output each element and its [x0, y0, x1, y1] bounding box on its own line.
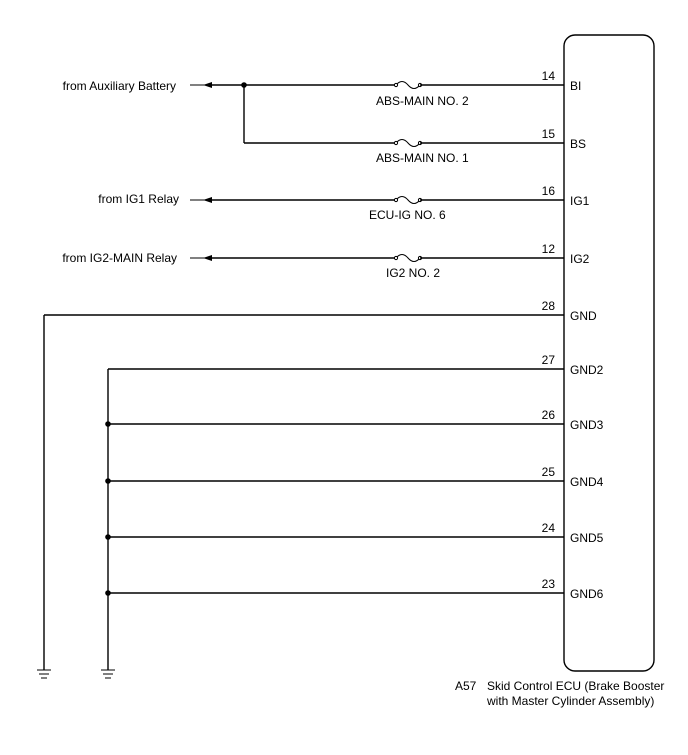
pin-number: 15: [541, 127, 555, 141]
wire-ig2: [212, 255, 564, 262]
pin-number: 26: [541, 408, 555, 422]
arrow-ig2: [190, 255, 212, 261]
pin-name: GND2: [570, 363, 604, 377]
ecu-name-line2: with Master Cylinder Assembly): [487, 694, 655, 708]
arrow-ig1: [190, 197, 212, 203]
wire-gnd-bus: [108, 369, 564, 670]
wire-gnd: [44, 315, 564, 670]
junction-dot: [105, 421, 111, 427]
pin-number: 16: [541, 184, 555, 198]
pin-name: BI: [570, 79, 582, 93]
pin-number: 14: [541, 69, 555, 83]
junction-dot: [105, 534, 111, 540]
pin-name: BS: [570, 137, 587, 151]
source-aux-battery: from Auxiliary Battery: [62, 79, 176, 93]
source-ig1-relay: from IG1 Relay: [98, 192, 179, 206]
pin-name: GND4: [570, 475, 604, 489]
fuse-ecu-ig-6: ECU-IG NO. 6: [369, 208, 446, 222]
pin-number: 25: [541, 465, 555, 479]
fuse-abs-main-2: ABS-MAIN NO. 2: [376, 94, 469, 108]
junction-dot: [105, 478, 111, 484]
fuse-ig2-2: IG2 NO. 2: [386, 266, 441, 280]
pin-name: GND6: [570, 587, 604, 601]
arrow-aux-battery: [190, 82, 212, 88]
pin-name: GND5: [570, 531, 604, 545]
ground-symbol-icon: [37, 670, 51, 678]
pin-name: GND3: [570, 418, 604, 432]
ecu-name-line1: Skid Control ECU (Brake Booster: [487, 679, 665, 693]
pin-name: IG1: [570, 194, 590, 208]
ecu-code: A57: [455, 679, 477, 693]
wire-ig1: [212, 197, 564, 204]
ground-symbol-icon: [101, 670, 115, 678]
pin-number: 12: [541, 242, 555, 256]
wire-bi: [212, 82, 564, 89]
fuse-abs-main-1: ABS-MAIN NO. 1: [376, 151, 469, 165]
ecu-box: [564, 35, 654, 671]
source-ig2-main-relay: from IG2-MAIN Relay: [62, 251, 177, 265]
pin-number: 27: [541, 353, 555, 367]
junction-dot: [105, 590, 111, 596]
pin-name: IG2: [570, 252, 590, 266]
pin-number: 23: [541, 577, 555, 591]
pin-number: 28: [541, 299, 555, 313]
pin-number: 24: [541, 521, 555, 535]
pin-name: GND: [570, 309, 597, 323]
